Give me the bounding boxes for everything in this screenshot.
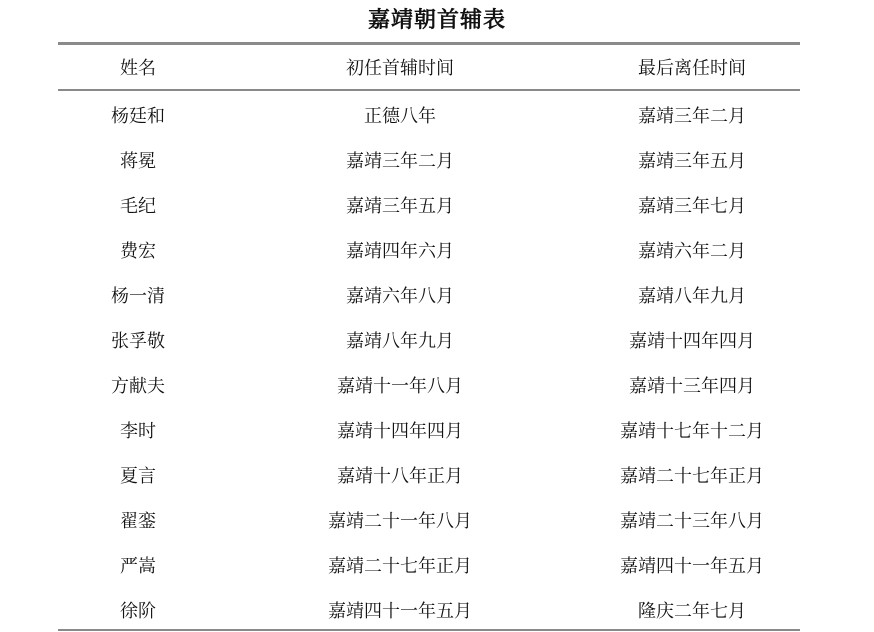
table-title: 嘉靖朝首辅表 [367,7,506,33]
cell-end-time: 嘉靖三年五月 [638,150,746,172]
cell-name: 严嵩 [120,555,156,577]
cell-name: 李时 [120,420,156,442]
cell-end-time: 嘉靖三年二月 [638,105,746,127]
cell-start-time: 嘉靖三年五月 [346,195,454,217]
cell-start-time: 嘉靖四年六月 [346,240,454,262]
column-header-start-time: 初任首辅时间 [346,58,454,79]
cell-start-time: 嘉靖十八年正月 [337,465,463,487]
table-header-row [0,46,874,88]
table-row [0,407,874,452]
column-header-name: 姓名 [120,58,156,79]
table-row [0,182,874,227]
cell-end-time: 嘉靖十四年四月 [629,330,755,352]
table-row [0,497,874,542]
cell-end-time: 嘉靖十七年十二月 [620,420,764,442]
cell-start-time: 嘉靖二十一年八月 [328,510,472,532]
cell-end-time: 嘉靖十三年四月 [629,375,755,397]
cell-start-time: 嘉靖二十七年正月 [328,555,472,577]
table-row [0,587,874,632]
cell-start-time: 正德八年 [364,105,436,127]
cell-end-time: 嘉靖三年七月 [638,195,746,217]
bottom-rule [58,629,800,631]
cell-end-time: 嘉靖二十七年正月 [620,465,764,487]
cell-name: 费宏 [120,240,156,262]
table-row [0,452,874,497]
cell-start-time: 嘉靖三年二月 [346,150,454,172]
table-row [0,362,874,407]
table-row [0,272,874,317]
cell-name: 杨一清 [111,285,165,307]
cell-end-time: 嘉靖八年九月 [638,285,746,307]
table-row [0,227,874,272]
cell-name: 夏言 [120,465,156,487]
cell-start-time: 嘉靖八年九月 [346,330,454,352]
cell-name: 方献夫 [111,375,165,397]
cell-name: 蒋冕 [120,150,156,172]
header-rule [58,89,800,91]
cell-end-time: 嘉靖六年二月 [638,240,746,262]
table-row [0,137,874,182]
cell-name: 杨廷和 [111,105,165,127]
top-rule [58,42,800,45]
table-row [0,542,874,587]
cell-start-time: 嘉靖四十一年五月 [328,600,472,622]
cell-start-time: 嘉靖六年八月 [346,285,454,307]
cell-end-time: 嘉靖四十一年五月 [620,555,764,577]
cell-end-time: 嘉靖二十三年八月 [620,510,764,532]
cell-end-time: 隆庆二年七月 [638,600,746,622]
cell-name: 张孚敬 [111,330,165,352]
cell-start-time: 嘉靖十四年四月 [337,420,463,442]
cell-name: 翟銮 [120,510,156,532]
column-header-end-time: 最后离任时间 [638,58,746,79]
table-row [0,317,874,362]
table-row [0,92,874,137]
cell-name: 徐阶 [120,600,156,622]
cell-name: 毛纪 [120,195,156,217]
cell-start-time: 嘉靖十一年八月 [337,375,463,397]
